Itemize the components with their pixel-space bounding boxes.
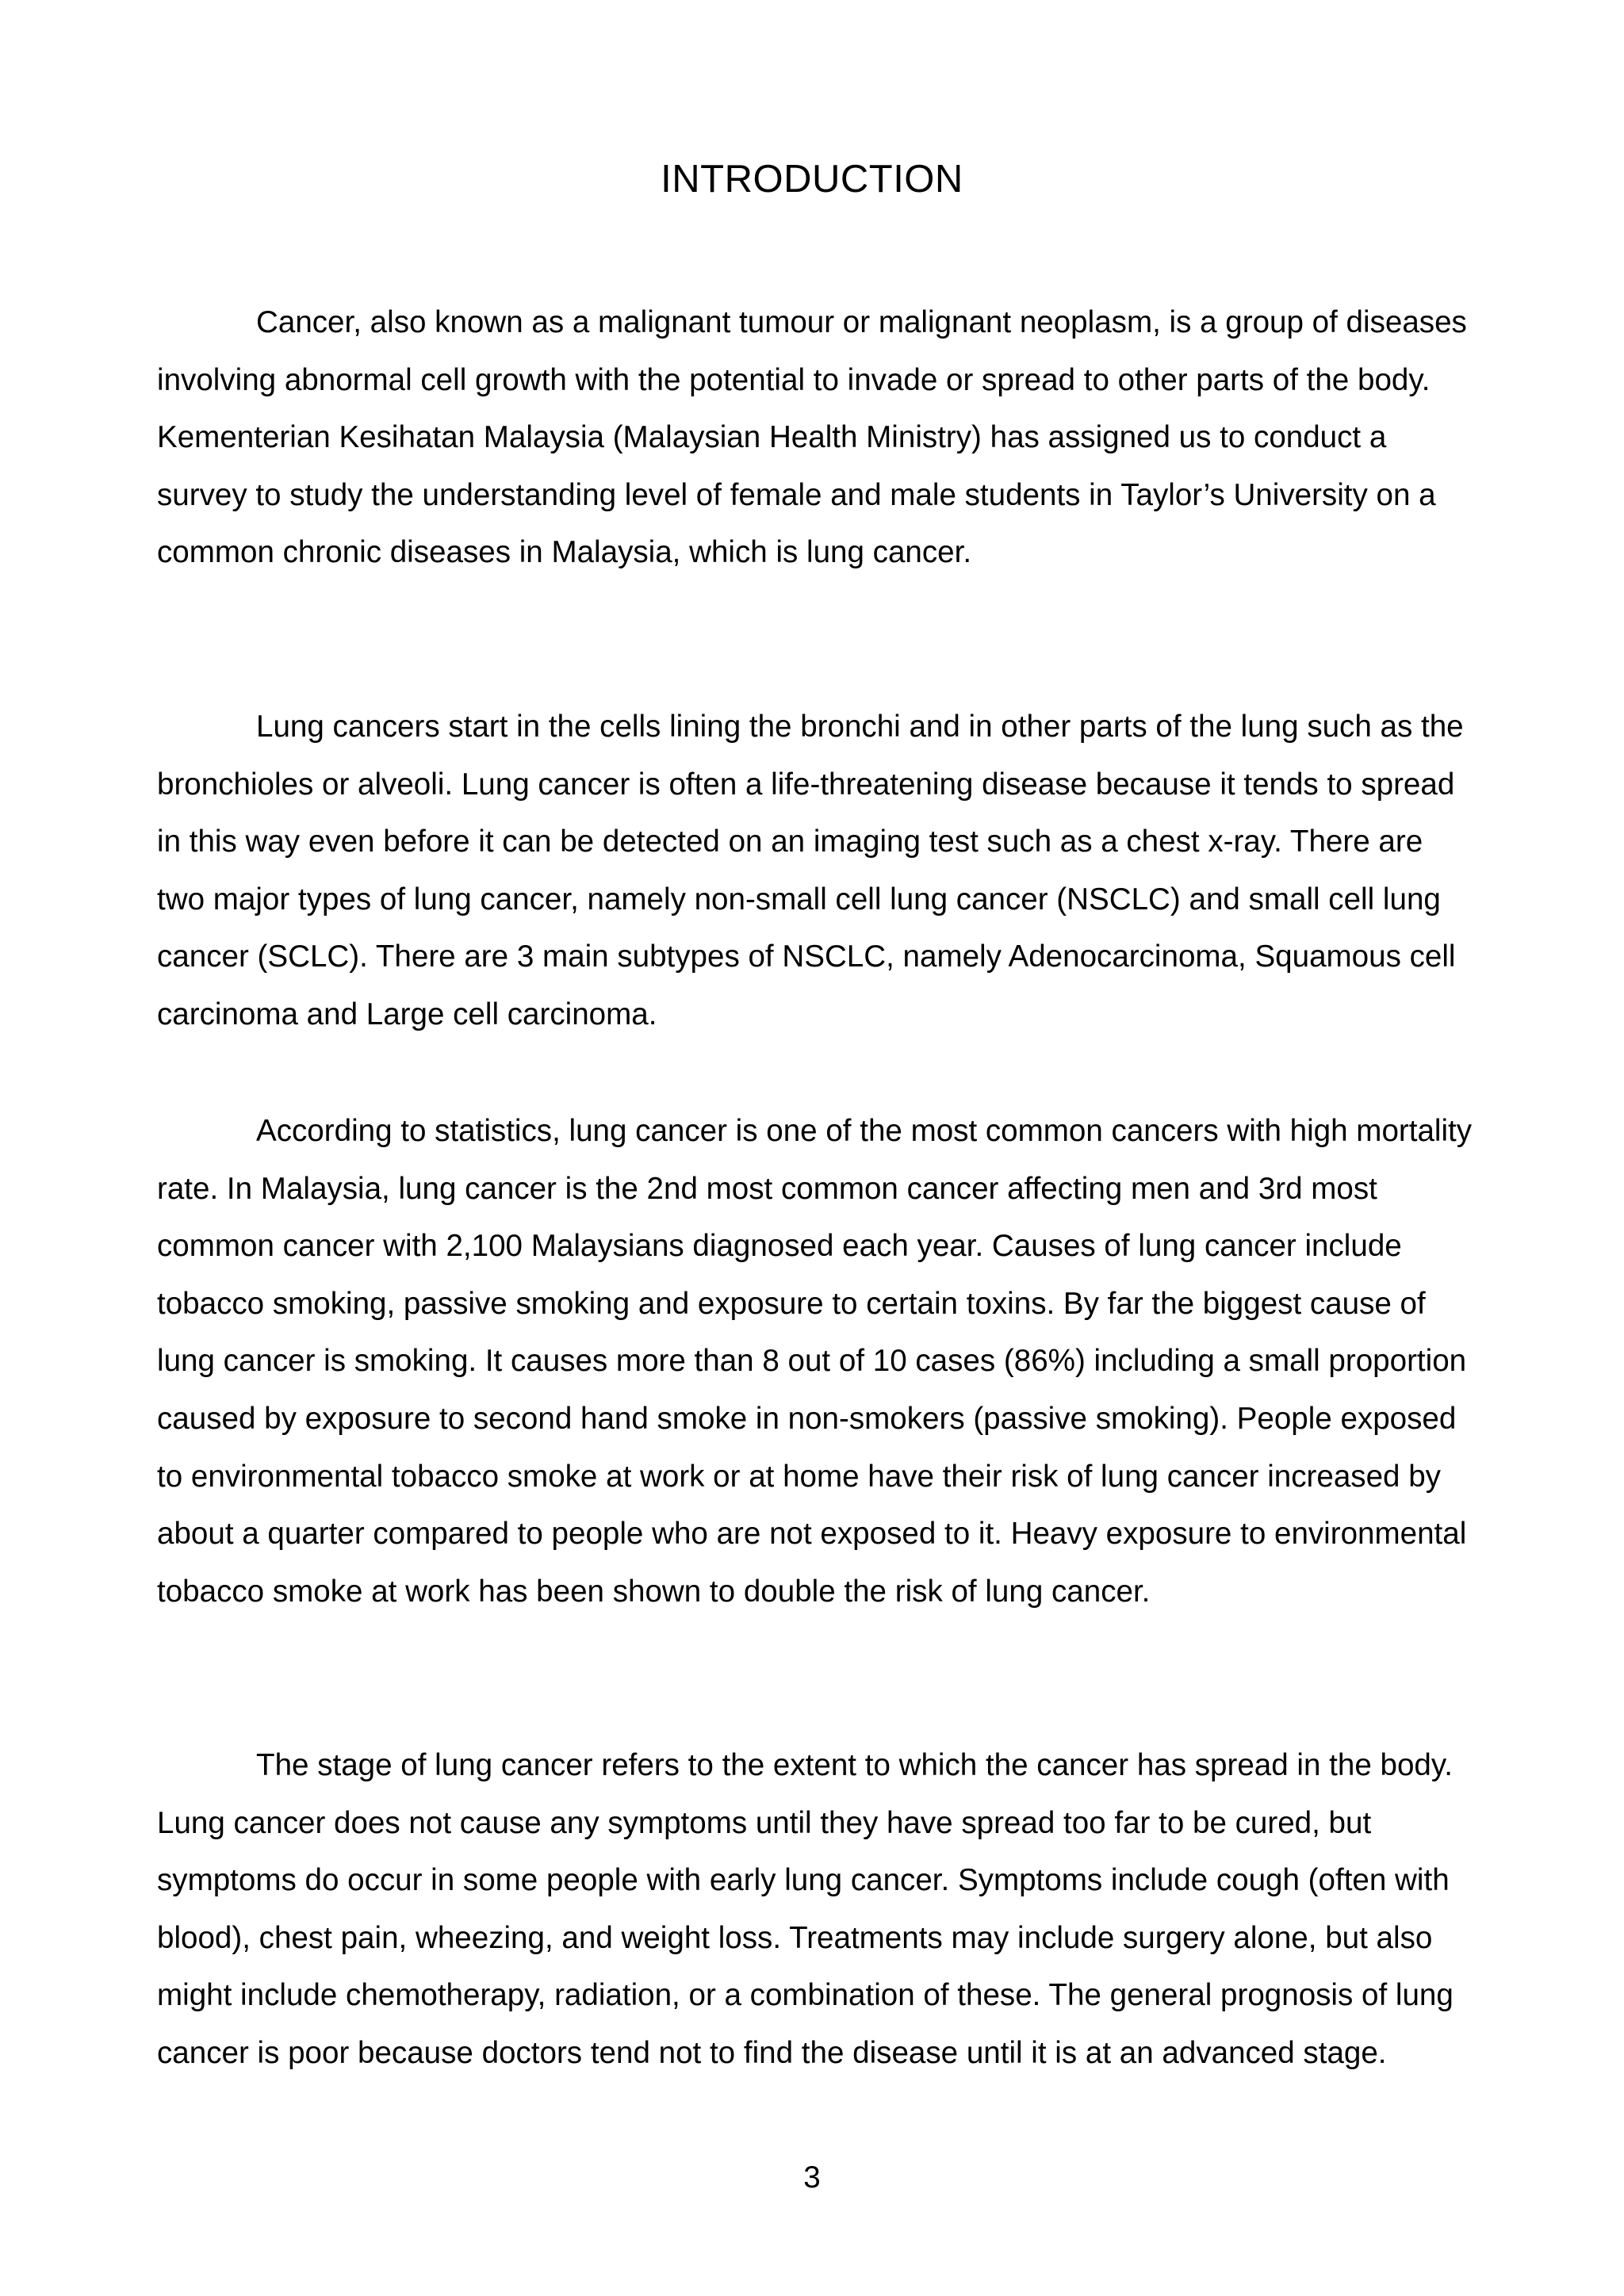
- paragraph-cancer-definition: Cancer, also known as a malignant tumour or malignant neoplasm, is a group of diseases involving abnormal cell growth with the potential to invade or spread to other parts of the body. Kementerian Kesihatan Malaysia (Malaysian Health Ministry) has assigned us to conduct a survey to study the understanding level of female and male students in Taylor’s University on a common chronic diseases in Malaysia, which is lung cancer.: [157, 305, 1467, 570]
- page-number: 3: [803, 2160, 821, 2195]
- page-title: INTRODUCTION: [661, 158, 963, 201]
- paragraph-statistics-causes: According to statistics, lung cancer is one of the most common cancers with high mortality rate. In Malaysia, lung cancer is the 2nd most common cancer affecting men and 3rd most common cancer with 2,100 Malaysians diagnosed each year. Causes of lung cancer include tobacco smoking, passive smoking and exposure to certain toxins. By far the biggest cause of lung cancer is smoking. It causes more than 8 out of 10 cases (86%) including a small proportion caused by exposure to second hand smoke in non-smokers (passive smoking). People exposed to environmental tobacco smoke at work or at home have their risk of lung cancer increased by about a quarter compared to people who are not exposed to it. Heavy exposure to environmental tobacco smoke at work has been shown to double the risk of lung cancer.: [157, 1114, 1473, 1609]
- paragraph-stages-symptoms: The stage of lung cancer refers to the extent to which the cancer has spread in the body. Lung cancer does not cause any symptoms until they have spread too far to be cured, but symptoms do occur in some people with early lung cancer. Symptoms include cough (often with blood), chest pain, wheezing, and weight loss. Treatments may include surgery alone, but also might include chemotherapy, radiation, or a combination of these. The general prognosis of lung cancer is poor because doctors tend not to find the disease until it is at an advanced stage.: [157, 1748, 1454, 2070]
- paragraph-lung-cancer-types: Lung cancers start in the cells lining the bronchi and in other parts of the lung such as the bronchioles or alveoli. Lung cancer is often a life-threatening disease because it tends to spread in this way even before it can be detected on an imaging test such as a chest x-ray. There are two major types of lung cancer, namely non-small cell lung cancer (NSCLC) and small cell lung cancer (SCLC). There are 3 main subtypes of NSCLC, namely Adenocarcinoma, Squamous cell carcinoma and Large cell carcinoma.: [157, 710, 1464, 1031]
